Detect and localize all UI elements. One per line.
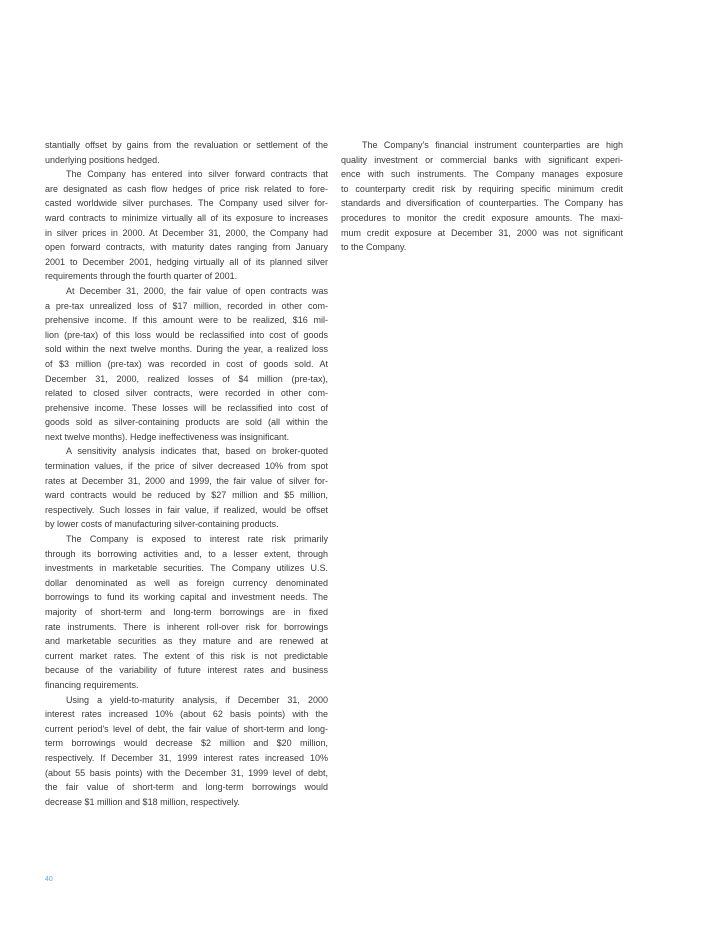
text-line: ward contracts would be reduced by $27 million and $5 million, [45,490,328,501]
right-text-column [341,138,623,255]
text-line: are designated as cash flow hedges of price risk related to fore- [45,183,328,194]
text-line: to the Company. [341,242,407,253]
text-line: current market rates. The extent of this risk is not predictable [45,650,328,661]
text-line: ence with such instruments. The Company manages exposure [341,169,623,180]
text-line: December 31, 2000, realized losses of $4 million (pre-tax), [45,373,328,384]
text-line: The Company’s financial instrument counterparties are high [362,140,623,150]
text-line: lion (pre-tax) of this loss would be reclassified into cost of goods [45,329,328,340]
text-line: prehensive income. If this amount were to be realized, $16 mil- [45,315,328,326]
text-line: current period’s level of debt, the fair value of short-term and long- [45,723,328,734]
text-line: requirements through the fourth quarter of 2001. [45,271,238,282]
text-line: Using a yield-to-maturity analysis, if December 31, 2000 [66,694,328,705]
text-line: next twelve months). Hedge ineffectiveness was insignificant. [45,431,289,442]
text-line: in silver prices in 2000. At December 31, 2000, the Company had [45,227,328,238]
text-line: (about 55 basis points) with the December 31, 1999 level of debt, [45,767,328,778]
text-line: interest rates increased 10% (about 62 basis points) with the [45,709,328,720]
text-line: to counterparty credit risk by requiring specific minimum credit [341,183,623,194]
text-line: a pre-tax unrealized loss of $17 million, recorded in other com- [45,300,328,311]
text-line: investments in marketable securities. The Company utilizes U.S. [45,563,328,574]
text-line: prehensive income. These losses will be reclassified into cost of [45,402,328,413]
text-line: The Company has entered into silver forward contracts that [66,169,328,180]
text-line: financing requirements. [45,679,139,690]
text-line: respectively. Such losses in fair value, if realized, would be offset [45,504,328,515]
text-line: underlying positions hedged. [45,154,160,165]
text-line: stantially offset by gains from the revaluation or settlement of the [45,140,328,150]
text-line: open forward contracts, with maturity dates ranging from January [45,242,328,253]
left-text-column [45,138,328,809]
text-line: A sensitivity analysis indicates that, based on broker-quoted [66,446,328,457]
text-line: 2001 to December 2001, hedging virtually all of its planned silver [45,256,328,267]
text-line: standards and diversification of counterparties. The Company has [341,198,623,209]
text-line: goods sold as silver-containing products are sold (all within the [45,417,328,428]
text-line: decrease $1 million and $18 million, respectively. [45,796,240,807]
text-line: quality investment or commercial banks with significant experi- [341,154,623,165]
text-line: dollar denominated as well as foreign currency denominated [45,577,328,588]
text-line: mum credit exposure at December 31, 2000 was not significant [341,227,623,238]
text-line: through its borrowing activities and, to a lesser extent, through [45,548,328,559]
text-line: termination values, if the price of silver decreased 10% from spot [45,461,328,472]
text-line: respectively. If December 31, 1999 interest rates increased 10% [45,752,328,763]
text-line: ward contracts to minimize virtually all of its exposure to increases [45,212,328,223]
text-line: related to closed silver contracts, were recorded in other com- [45,388,328,399]
text-line: of $3 million (pre-tax) was recorded in cost of goods sold. At [45,358,328,369]
text-line: by lower costs of manufacturing silver-containing products. [45,519,279,530]
text-line: procedures to monitor the credit exposure amounts. The maxi- [341,212,623,223]
text-line: rate instruments. There is inherent roll-over risk for borrowings [45,621,328,632]
text-line: and marketable securities as they mature and are renewed at [45,636,328,647]
text-line: casted worldwide silver purchases. The Company used silver for- [45,198,328,209]
text-line: term borrowings would decrease $2 million and $20 million, [45,738,328,749]
page-number: 40 [45,876,53,883]
text-line: borrowings to fund its working capital and investment needs. The [45,592,328,603]
text-line: because of the variability of future interest rates and business [45,665,328,676]
text-line: The Company is exposed to interest rate risk primarily [66,534,328,545]
text-line: the fair value of short-term and long-term borrowings would [45,782,328,793]
text-line: rates at December 31, 2000 and 1999, the fair value of silver for- [45,475,328,486]
text-line: At December 31, 2000, the fair value of open contracts was [66,285,328,296]
text-line: majority of short-term and long-term borrowings are in fixed [45,607,328,617]
text-line: sold within the next twelve months. During the year, a realized loss [45,344,328,355]
